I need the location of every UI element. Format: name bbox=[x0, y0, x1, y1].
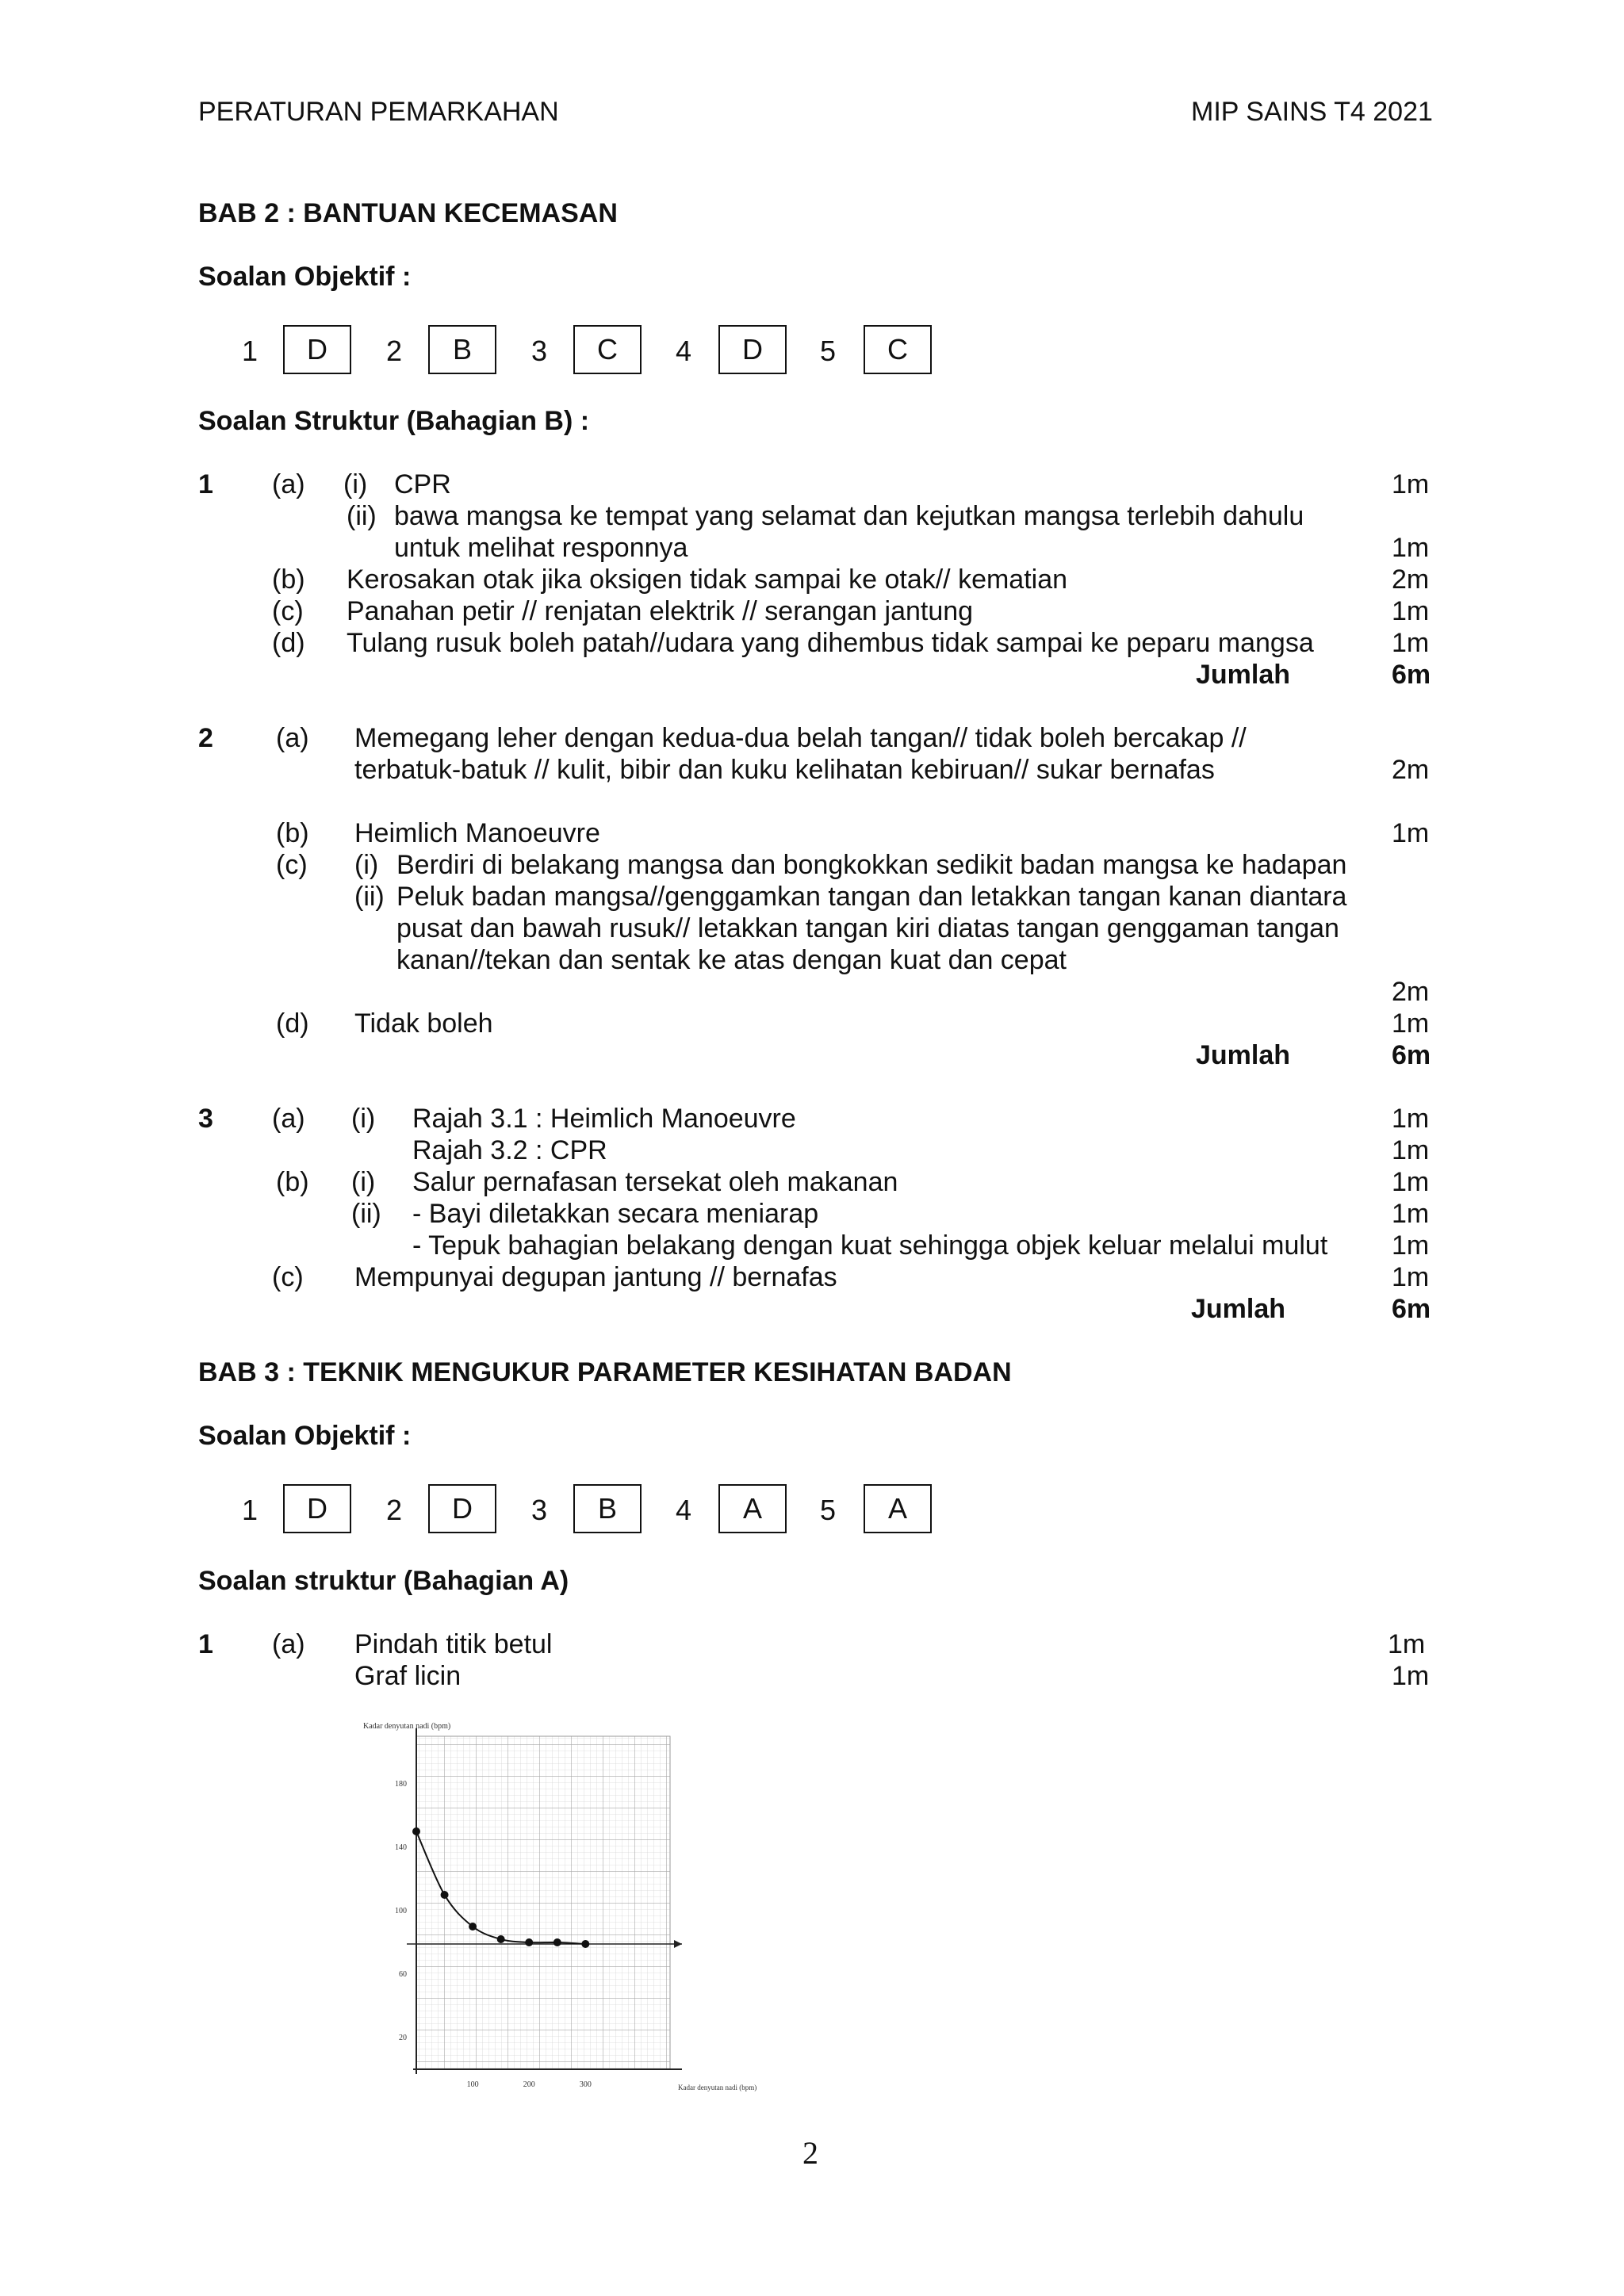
arrow-head-icon bbox=[674, 1940, 682, 1948]
subpart-label: (i) bbox=[351, 1104, 376, 1134]
answer-text: - Tepuk bahagian belakang dengan kuat sehingga objek keluar melalui mulut bbox=[412, 1230, 1328, 1261]
total-label: Jumlah bbox=[1196, 660, 1291, 690]
answer-text: Salur pernafasan tersekat oleh makanan bbox=[412, 1167, 898, 1197]
answer-text: Rajah 3.1 : Heimlich Manoeuvre bbox=[412, 1104, 796, 1134]
x-tick-label: 100 bbox=[466, 2080, 479, 2089]
question-number: 2 bbox=[198, 723, 213, 753]
answer-number: 1 bbox=[242, 335, 259, 367]
x-tick-label: 300 bbox=[579, 2080, 592, 2089]
part-label: (a) bbox=[272, 1104, 305, 1134]
data-point bbox=[497, 1935, 505, 1943]
answer-box: A bbox=[718, 1484, 787, 1533]
question-number: 3 bbox=[198, 1104, 213, 1134]
graph-grid bbox=[416, 1736, 670, 2069]
bab3-objektif-label: Soalan Objektif : bbox=[198, 1421, 412, 1451]
y-tick-label: 20 bbox=[399, 2034, 407, 2042]
y-tick-label: 60 bbox=[399, 1970, 407, 1979]
total-label: Jumlah bbox=[1196, 1040, 1291, 1070]
part-label: (d) bbox=[276, 1008, 309, 1039]
answer-text: untuk melihat responnya bbox=[394, 533, 688, 563]
mark: 1m bbox=[1392, 469, 1430, 499]
mark: 1m bbox=[1392, 596, 1430, 626]
part-label: (b) bbox=[276, 818, 309, 848]
answer-number: 5 bbox=[820, 1494, 837, 1526]
total-label: Jumlah bbox=[1191, 1294, 1286, 1324]
answer-text: Pindah titik betul bbox=[354, 1629, 553, 1659]
mark: 1m bbox=[1392, 1262, 1430, 1292]
data-point bbox=[525, 1938, 533, 1946]
answer-box: B bbox=[573, 1484, 642, 1533]
data-point bbox=[553, 1938, 561, 1946]
header-left: PERATURAN PEMARKAHAN bbox=[198, 97, 559, 127]
answer-box: D bbox=[428, 1484, 496, 1533]
answer-text: Peluk badan mangsa//genggamkan tangan dan letakkan tangan kanan diantara bbox=[396, 882, 1347, 912]
bab3-title: BAB 3 : TEKNIK MENGUKUR PARAMETER KESIHATAN BADAN bbox=[198, 1357, 1012, 1387]
answer-text: Panahan petir // renjatan elektrik // serangan jantung bbox=[347, 596, 974, 626]
subpart-label: (ii) bbox=[347, 501, 377, 531]
answer-box: A bbox=[864, 1484, 932, 1533]
answer-text: bawa mangsa ke tempat yang selamat dan kejutkan mangsa terlebih dahulu bbox=[394, 501, 1304, 531]
part-label: (c) bbox=[272, 1262, 304, 1292]
y-axis-label: Kadar denyutan nadi (bpm) bbox=[363, 1722, 451, 1731]
part-label: (b) bbox=[276, 1167, 309, 1197]
answer-number: 2 bbox=[386, 1494, 403, 1526]
data-point bbox=[581, 1940, 589, 1948]
mark: 1m bbox=[1392, 533, 1430, 563]
answer-text: kanan//tekan dan sentak ke atas dengan kuat dan cepat bbox=[396, 945, 1067, 975]
part-label: (c) bbox=[276, 850, 308, 880]
answer-box: C bbox=[573, 325, 642, 374]
answer-number: 3 bbox=[531, 335, 548, 367]
x-tick-label: 200 bbox=[523, 2080, 535, 2089]
answer-box: D bbox=[283, 1484, 351, 1533]
mark: 2m bbox=[1392, 977, 1430, 1007]
part-label: (b) bbox=[272, 564, 305, 595]
subpart-label: (i) bbox=[354, 850, 379, 880]
mark: 1m bbox=[1392, 1230, 1430, 1261]
data-point bbox=[441, 1891, 449, 1899]
part-label: (a) bbox=[276, 723, 309, 753]
mark: 1m bbox=[1392, 1661, 1430, 1691]
answer-text: Heimlich Manoeuvre bbox=[354, 818, 600, 848]
mark: 1m bbox=[1392, 1199, 1430, 1229]
mark: 1m bbox=[1392, 1008, 1430, 1039]
answer-text: Mempunyai degupan jantung // bernafas bbox=[354, 1262, 837, 1292]
part-label: (a) bbox=[272, 469, 305, 499]
answer-text: - Bayi diletakkan secara meniarap bbox=[412, 1199, 819, 1229]
data-point bbox=[469, 1923, 477, 1931]
bab3-struktur-label: Soalan struktur (Bahagian A) bbox=[198, 1566, 569, 1596]
answer-number: 5 bbox=[820, 335, 837, 367]
answer-text: terbatuk-batuk // kulit, bibir dan kuku kelihatan kebiruan// sukar bernafas bbox=[354, 755, 1215, 785]
header-right: MIP SAINS T4 2021 bbox=[1191, 97, 1433, 127]
question-number: 1 bbox=[198, 1629, 213, 1659]
subpart-label: (i) bbox=[343, 469, 368, 499]
answer-text: Tulang rusuk boleh patah//udara yang dihembus tidak sampai ke peparu mangsa bbox=[347, 628, 1314, 658]
bab2-struktur-label: Soalan Struktur (Bahagian B) : bbox=[198, 406, 590, 436]
mark: 1m bbox=[1392, 1167, 1430, 1197]
mark: 1m bbox=[1392, 1104, 1430, 1134]
subpart-label: (ii) bbox=[351, 1199, 381, 1229]
answer-text: CPR bbox=[394, 469, 451, 499]
part-label: (d) bbox=[272, 628, 305, 658]
part-label: (c) bbox=[272, 596, 304, 626]
answer-number: 4 bbox=[676, 1494, 692, 1526]
data-point bbox=[412, 1827, 420, 1835]
bab2-objektif-label: Soalan Objektif : bbox=[198, 262, 412, 292]
answer-number: 3 bbox=[531, 1494, 548, 1526]
answer-box: B bbox=[428, 325, 496, 374]
mark: 1m bbox=[1392, 628, 1430, 658]
y-tick-label: 140 bbox=[395, 1843, 407, 1852]
question-number: 1 bbox=[198, 469, 213, 499]
x-axis-label: Kadar denyutan nadi (bpm) bbox=[678, 2084, 757, 2091]
answer-text: Berdiri di belakang mangsa dan bongkokkan sedikit badan mangsa ke hadapan bbox=[396, 850, 1347, 880]
answer-text: pusat dan bawah rusuk// letakkan tangan kiri diatas tangan genggaman tangan bbox=[396, 913, 1339, 943]
answer-text: Rajah 3.2 : CPR bbox=[412, 1135, 607, 1165]
mark: 1m bbox=[1392, 818, 1430, 848]
answer-text: Memegang leher dengan kedua-dua belah tangan// tidak boleh bercakap // bbox=[354, 723, 1247, 753]
answer-box: C bbox=[864, 325, 932, 374]
y-tick-label: 100 bbox=[395, 1907, 407, 1915]
mark: 1m bbox=[1388, 1629, 1426, 1659]
page-number: 2 bbox=[802, 2135, 818, 2171]
answer-number: 2 bbox=[386, 335, 403, 367]
answer-box: D bbox=[283, 325, 351, 374]
total-mark: 6m bbox=[1392, 1040, 1431, 1070]
answer-text: Tidak boleh bbox=[354, 1008, 493, 1039]
mark: 2m bbox=[1392, 564, 1430, 595]
answer-text: Kerosakan otak jika oksigen tidak sampai ke otak// kematian bbox=[347, 564, 1068, 595]
mark: 1m bbox=[1392, 1135, 1430, 1165]
bab2-title: BAB 2 : BANTUAN KECEMASAN bbox=[198, 198, 618, 228]
total-mark: 6m bbox=[1392, 660, 1431, 690]
y-tick-label: 180 bbox=[395, 1780, 407, 1789]
part-label: (a) bbox=[272, 1629, 305, 1659]
subpart-label: (i) bbox=[351, 1167, 376, 1197]
answer-text: Graf licin bbox=[354, 1661, 462, 1691]
mark: 2m bbox=[1392, 755, 1430, 785]
answer-number: 4 bbox=[676, 335, 692, 367]
answer-number: 1 bbox=[242, 1494, 259, 1526]
total-mark: 6m bbox=[1392, 1294, 1431, 1324]
answer-box: D bbox=[718, 325, 787, 374]
subpart-label: (ii) bbox=[354, 882, 385, 912]
pulse-rate-graph bbox=[349, 1712, 757, 2109]
